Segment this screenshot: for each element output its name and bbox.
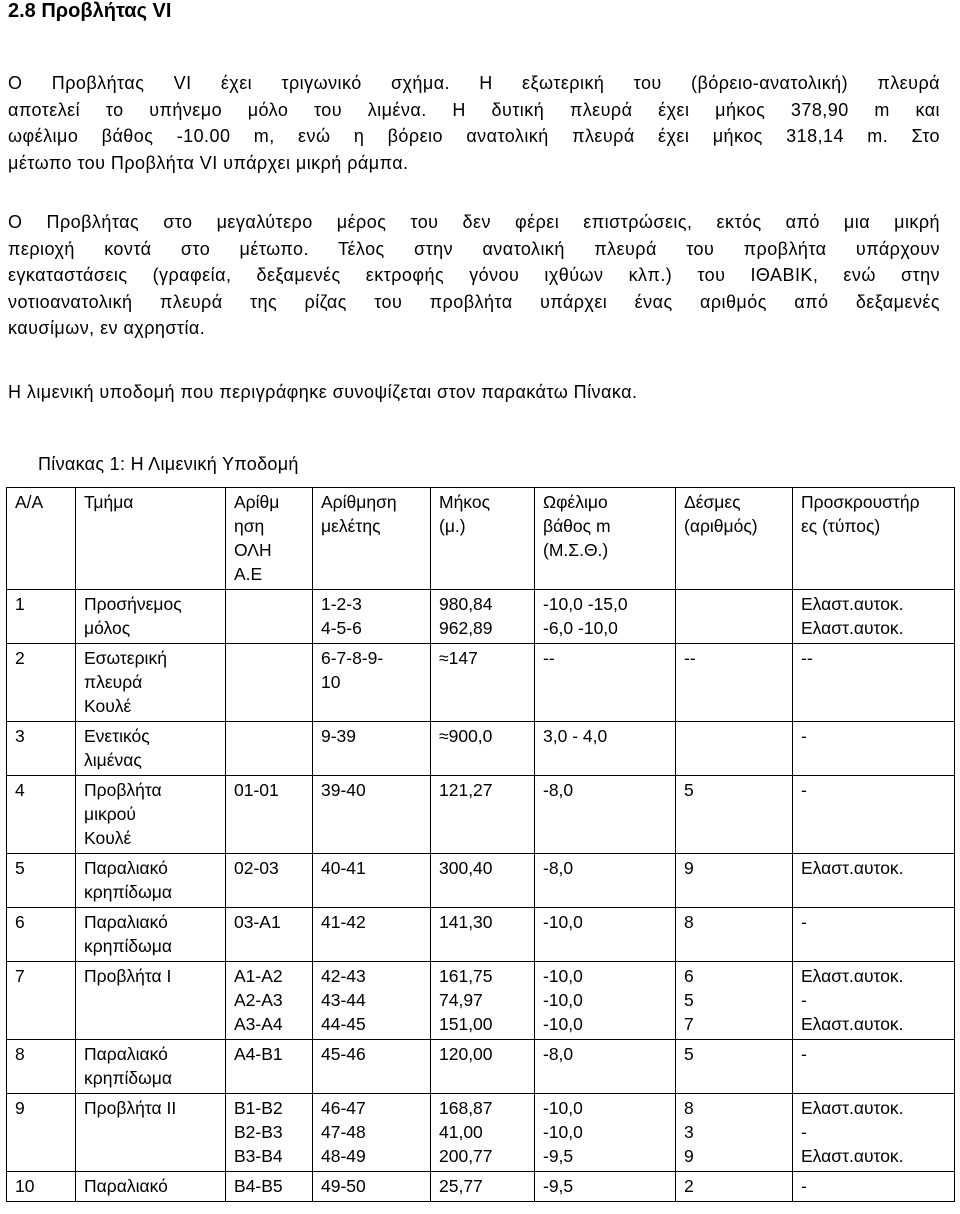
table-row — [7, 644, 955, 722]
table-row — [7, 776, 955, 854]
table-cell-length: 168,87 41,00 200,77 — [431, 1094, 535, 1172]
header-cell-bollards: Δέσμες (αριθμός) — [676, 488, 793, 590]
table-cell-aa: 4 — [7, 776, 76, 854]
table-cell-bollards: -- — [676, 644, 793, 722]
table-cell-section: Παραλιακό — [76, 1172, 226, 1202]
table-cell-bollards: 8 3 9 — [676, 1094, 793, 1172]
paragraph-line: καυσίμων, εν αχρηστία. — [8, 318, 206, 338]
table-cell-section: Παραλιακό κρηπίδωμα — [76, 1040, 226, 1094]
table-cell-useful-depth: -9,5 — [535, 1172, 676, 1202]
paragraph-line: νοτιοανατολική πλευρά της ρίζας του προβλήτα υπάρχει ένας αριθμός από δεξαμενές — [8, 291, 940, 312]
table-cell-length: 161,75 74,97 151,00 — [431, 962, 535, 1040]
table-cell-useful-depth: -8,0 — [535, 1040, 676, 1094]
paragraph-1 — [8, 70, 940, 176]
table-cell-section: Παραλιακό κρηπίδωμα — [76, 854, 226, 908]
paragraph-line: Ο Προβλήτας VI έχει τριγωνικό σχήμα. Η εξωτερική του (βόρειο-ανατολική) πλευρά — [8, 73, 940, 93]
table-cell-olh-number: Α1-Α2 Α2-Α3 Α3-Α4 — [226, 962, 313, 1040]
table-row — [7, 590, 955, 644]
header-cell-olh-number: Αρίθμ ηση ΟΛΗ Α.Ε — [226, 488, 313, 590]
table-cell-length: 25,77 — [431, 1172, 535, 1202]
header-cell-fenders: Προσκρουστήρ ες (τύπος) — [793, 488, 955, 590]
table-row — [7, 854, 955, 908]
table-cell-section: Εσωτερική πλευρά Κουλέ — [76, 644, 226, 722]
port-infrastructure-table — [6, 487, 955, 1202]
table-cell-study-number: 42-43 43-44 44-45 — [313, 962, 431, 1040]
table-cell-bollards — [676, 590, 793, 644]
table-cell-fenders: Ελαστ.αυτοκ. - Ελαστ.αυτοκ. — [793, 1094, 955, 1172]
table-cell-fenders: - — [793, 1172, 955, 1202]
table-cell-bollards — [676, 722, 793, 776]
table-cell-aa: 5 — [7, 854, 76, 908]
table-cell-length: ≈147 — [431, 644, 535, 722]
table-cell-bollards: 6 5 7 — [676, 962, 793, 1040]
paragraph-line: εγκαταστάσεις (γραφεία, δεξαμενές εκτροφής γόνου ιχθύων κλπ.) του ΙΘΑΒΙΚ, ενώ στην — [8, 265, 940, 285]
table-row — [7, 1094, 955, 1172]
table-cell-aa: 6 — [7, 908, 76, 962]
table-cell-aa: 9 — [7, 1094, 76, 1172]
table-cell-aa: 1 — [7, 590, 76, 644]
table-row — [7, 1040, 955, 1094]
table-cell-fenders: -- — [793, 644, 955, 722]
table-cell-fenders: - — [793, 1040, 955, 1094]
table-cell-olh-number: Β1-Β2 Β2-Β3 Β3-Β4 — [226, 1094, 313, 1172]
table-cell-aa: 8 — [7, 1040, 76, 1094]
table-cell-section: Παραλιακό κρηπίδωμα — [76, 908, 226, 962]
table-cell-olh-number: 03-Α1 — [226, 908, 313, 962]
table-cell-useful-depth: -10,0 — [535, 908, 676, 962]
table-cell-bollards: 8 — [676, 908, 793, 962]
table-cell-aa: 3 — [7, 722, 76, 776]
table-cell-section: Προβλήτα Ι — [76, 962, 226, 1040]
table-header-row — [7, 488, 955, 590]
section-heading: 2.8 Προβλήτας VI — [8, 0, 172, 22]
table-cell-fenders: - — [793, 776, 955, 854]
paragraph-line: ωφέλιμο βάθος -10.00 m, ενώ η βόρειο ανατολική πλευρά έχει μήκος 318,14 m. Στο — [8, 126, 940, 146]
table-cell-study-number: 41-42 — [313, 908, 431, 962]
table-cell-fenders: - — [793, 908, 955, 962]
paragraph-2 — [8, 209, 940, 342]
table-cell-study-number: 40-41 — [313, 854, 431, 908]
table-caption: Πίνακας 1: Η Λιμενική Υποδομή — [38, 454, 299, 474]
paragraph-line: περιοχή κοντά στο μέτωπο. Τέλος στην ανατολική πλευρά του προβλήτα υπάρχουν — [8, 238, 940, 259]
header-cell-useful-depth: Ωφέλιμο βάθος m (Μ.Σ.Θ.) — [535, 488, 676, 590]
paragraph-line: Η λιμενική υποδομή που περιγράφηκε συνοψίζεται στον παρακάτω Πίνακα. — [8, 382, 638, 402]
table-row — [7, 1172, 955, 1202]
table-cell-olh-number: Α4-Β1 — [226, 1040, 313, 1094]
table-cell-study-number: 39-40 — [313, 776, 431, 854]
table-row — [7, 722, 955, 776]
table-cell-section: Ενετικός λιμένας — [76, 722, 226, 776]
table-cell-fenders: Ελαστ.αυτοκ. Ελαστ.αυτοκ. — [793, 590, 955, 644]
table-cell-olh-number — [226, 590, 313, 644]
paragraph-line: αποτελεί το υπήνεμο μόλο του λιμένα. Η δυτική πλευρά έχει μήκος 378,90 m και — [8, 99, 940, 120]
header-cell-aa: Α/Α — [7, 488, 76, 590]
paragraph-line: Ο Προβλήτας στο μεγαλύτερο μέρος του δεν φέρει επιστρώσεις, εκτός από μια μικρή — [8, 212, 940, 232]
table-cell-section: Προσήνεμος μόλος — [76, 590, 226, 644]
table-cell-section: Προβλήτα μικρού Κουλέ — [76, 776, 226, 854]
paragraph-line: μέτωπο του Προβλήτα VI υπάρχει μικρή ράμπα. — [8, 152, 409, 173]
table-cell-fenders: Ελαστ.αυτοκ. — [793, 854, 955, 908]
table-row — [7, 908, 955, 962]
table-cell-useful-depth: -8,0 — [535, 854, 676, 908]
header-cell-section: Τμήμα — [76, 488, 226, 590]
table-cell-fenders: Ελαστ.αυτοκ. - Ελαστ.αυτοκ. — [793, 962, 955, 1040]
table-cell-olh-number: 02-03 — [226, 854, 313, 908]
table-cell-length: 980,84 962,89 — [431, 590, 535, 644]
table-cell-bollards: 9 — [676, 854, 793, 908]
table-cell-study-number: 9-39 — [313, 722, 431, 776]
table-cell-useful-depth: -- — [535, 644, 676, 722]
table-cell-length: 121,27 — [431, 776, 535, 854]
table-cell-fenders: - — [793, 722, 955, 776]
table-cell-useful-depth: -10,0 -15,0 -6,0 -10,0 — [535, 590, 676, 644]
header-cell-study-number: Αρίθμηση μελέτης — [313, 488, 431, 590]
table-row — [7, 962, 955, 1040]
table-cell-olh-number — [226, 722, 313, 776]
table-cell-length: 300,40 — [431, 854, 535, 908]
table-cell-useful-depth: -8,0 — [535, 776, 676, 854]
header-cell-length: Μήκος (μ.) — [431, 488, 535, 590]
table-cell-study-number: 45-46 — [313, 1040, 431, 1094]
table-cell-aa: 7 — [7, 962, 76, 1040]
table-cell-useful-depth: -10,0 -10,0 -10,0 — [535, 962, 676, 1040]
table-cell-study-number: 1-2-3 4-5-6 — [313, 590, 431, 644]
table-cell-bollards: 2 — [676, 1172, 793, 1202]
table-cell-study-number: 46-47 47-48 48-49 — [313, 1094, 431, 1172]
table-cell-olh-number: 01-01 — [226, 776, 313, 854]
table-cell-useful-depth: 3,0 - 4,0 — [535, 722, 676, 776]
table-cell-useful-depth: -10,0 -10,0 -9,5 — [535, 1094, 676, 1172]
table-cell-olh-number: Β4-Β5 — [226, 1172, 313, 1202]
table-cell-section: Προβλήτα ΙΙ — [76, 1094, 226, 1172]
table-cell-bollards: 5 — [676, 776, 793, 854]
table-cell-length: 120,00 — [431, 1040, 535, 1094]
table-cell-length: ≈900,0 — [431, 722, 535, 776]
table-cell-length: 141,30 — [431, 908, 535, 962]
paragraph-3 — [8, 379, 940, 406]
table-cell-study-number: 49-50 — [313, 1172, 431, 1202]
table-cell-study-number: 6-7-8-9- 10 — [313, 644, 431, 722]
table-cell-aa: 2 — [7, 644, 76, 722]
table-cell-bollards: 5 — [676, 1040, 793, 1094]
table-cell-aa: 10 — [7, 1172, 76, 1202]
table-cell-olh-number — [226, 644, 313, 722]
